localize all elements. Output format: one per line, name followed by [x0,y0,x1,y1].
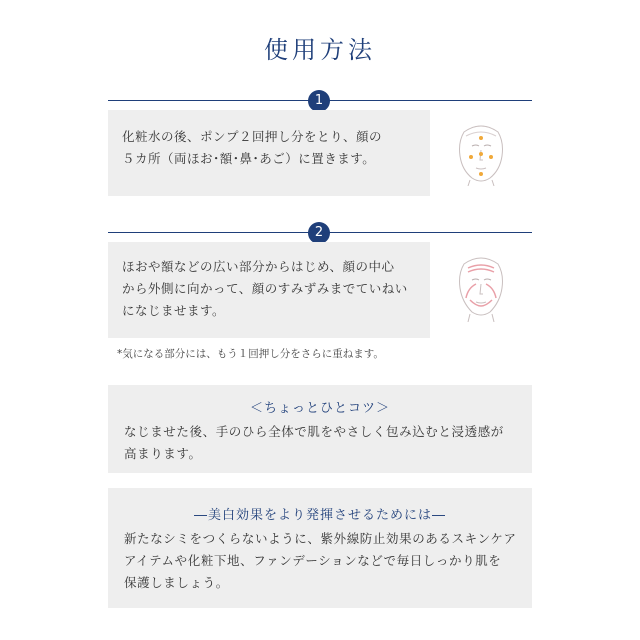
step-1-line-2: ５カ所（両ほお･額･鼻･あご）に置きます。 [122,151,376,166]
face-spread-icon [446,256,516,322]
step-1-panel [108,110,532,196]
whitening-title: ―美白効果をより発揮させるためには― [193,508,446,523]
whitening-text [124,528,520,594]
tip-line-1: なじませた後、手のひら全体で肌をやさしく包み込むと浸透感が [124,424,504,439]
whitening-line-1: 新たなシミをつくらないように、紫外線防止効果のあるスキンケア [124,531,517,546]
face-dots-icon [446,124,516,186]
tip-title: ＜ちょっとひとコツ＞ [249,401,390,416]
step-2-line-1: ほおや額などの広い部分からはじめ、顔の中心 [122,259,395,274]
tip-line-2: 高まります。 [124,446,202,461]
whitening-panel [108,488,532,608]
step-2-panel [108,242,532,338]
whitening-line-2: アイテムや化粧下地、ファンデーションなどで毎日しっかり肌を [124,553,502,568]
step-1-line-1: 化粧水の後、ポンプ２回押し分をとり、顔の [122,129,383,144]
step-1-number: 1 [308,90,330,112]
tip-panel [108,385,532,473]
tip-text [124,421,520,465]
whitening-line-3: 保護しましょう。 [124,575,229,590]
step-2-number: 2 [308,222,330,244]
step-2-illustration [430,242,532,338]
step-1-text [122,126,382,170]
step-2-line-3: になじませます。 [122,303,226,318]
step-2-text [122,256,408,322]
step-1-illustration [430,110,532,196]
step-2-line-2: から外側に向かって、顔のすみずみまでていねい [122,281,408,296]
note-text: *気になる部分には、もう１回押し分をさらに重ねます。 [117,348,384,360]
page-title: 使用方法 [264,36,376,64]
